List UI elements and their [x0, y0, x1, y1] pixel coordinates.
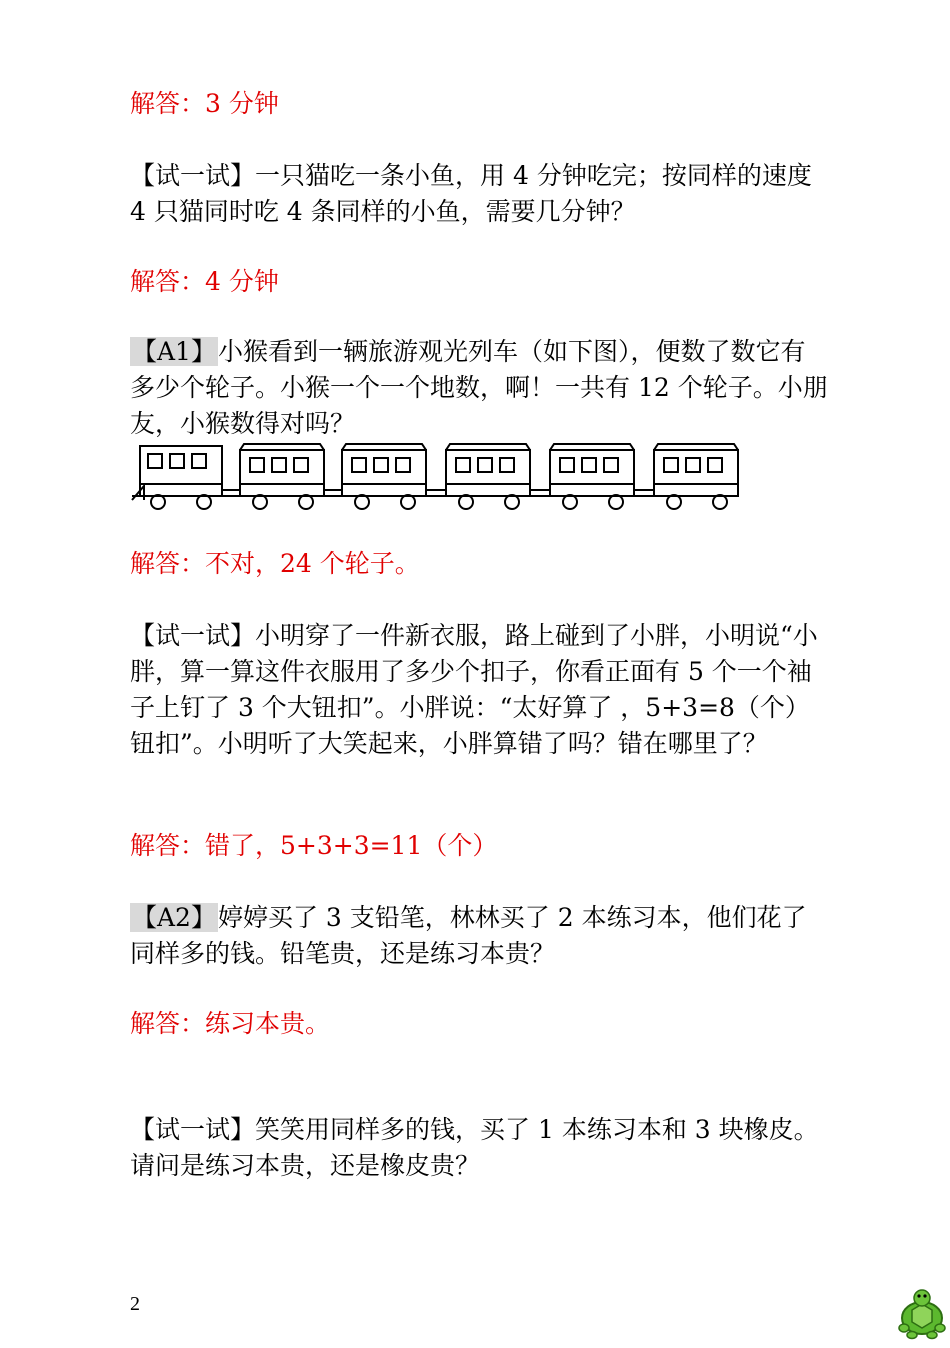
train-car: [654, 444, 738, 509]
question-try-3: [130, 1112, 830, 1184]
train-car: [342, 444, 426, 509]
question-a1: [130, 334, 830, 442]
train-car: [550, 444, 634, 509]
question-tag: 【试一试】: [130, 621, 256, 650]
train-car: [446, 444, 530, 509]
train-car: [140, 446, 222, 509]
answer-1: 解答：3 分钟: [130, 89, 279, 118]
answer-2: 解答：4 分钟: [130, 267, 279, 296]
question-text: 笑笑用同样多的钱，买了 1 本练习本和 3 块橡皮。请问是练习本贵，还是橡皮贵？: [130, 1115, 819, 1180]
question-text: 小明穿了一件新衣服，路上碰到了小胖，小明说“小胖，算一算这件衣服用了多少个扣子，你看正面有 5 个一个袖子上钉了 3 个大钮扣”。小胖说：“太好算了 ，5+3=8（个）钮扣”。小明听了大笑起来，小胖算错了吗？错在哪里了？: [130, 621, 818, 758]
question-text: 一只猫吃一条小鱼，用 4 分钟吃完；按同样的速度 4 只猫同时吃 4 条同样的小鱼，需要几分钟？: [130, 161, 812, 226]
question-tag: 【A1】: [132, 337, 216, 366]
locomotive-nose: [132, 486, 144, 500]
answer-5: 解答：练习本贵。: [130, 1009, 331, 1038]
turtle-logo-icon: [898, 1288, 946, 1340]
question-text: 婷婷买了 3 支铅笔，林林买了 2 本练习本，他们花了同样多的钱。铅笔贵，还是练习本贵？: [130, 903, 807, 968]
question-a2: [130, 900, 830, 972]
question-try-2: [130, 618, 830, 762]
question-tag: 【A2】: [132, 903, 216, 932]
question-try-1: [130, 158, 830, 230]
answer-3: 解答：不对，24 个轮子。: [130, 549, 420, 578]
question-tag: 【试一试】: [130, 161, 256, 190]
question-tag: 【试一试】: [130, 1115, 256, 1144]
train-car: [240, 444, 324, 509]
train-illustration: [130, 440, 740, 515]
question-text: 小猴看到一辆旅游观光列车（如下图），便数了数它有多少个轮子。小猴一个一个地数，啊！一共有 12 个轮子。小朋友，小猴数得对吗？: [130, 337, 828, 438]
answer-4: 解答：错了，5+3+3=11（个）: [130, 831, 498, 860]
page-number: 2: [130, 1293, 140, 1315]
